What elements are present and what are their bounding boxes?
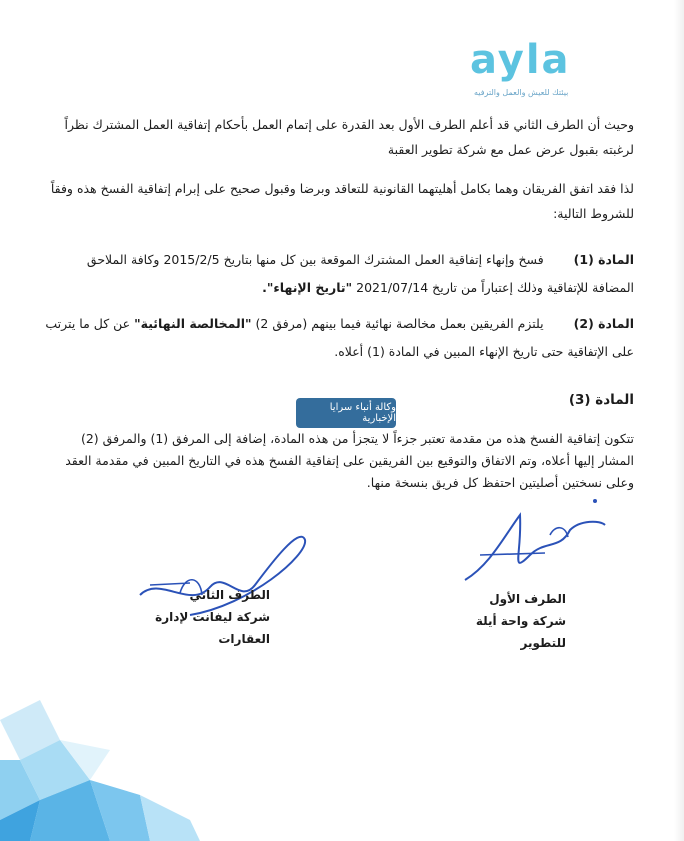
logo-tagline: بيئتك للعيش والعمل والترفيه	[474, 88, 569, 97]
decorative-pattern	[0, 700, 260, 841]
company-logo	[470, 38, 600, 108]
page-edge-shadow	[674, 0, 684, 841]
article-1-emphasis: "تاريخ الإنهاء".	[262, 280, 353, 295]
article-2	[44, 310, 634, 366]
first-party-company: شركة واحة أيلة للتطوير	[475, 614, 566, 650]
agreement-paragraph: لذا فقد اتفق الفريقان وهما بكامل أهليتهما القانونية للتعاقد وبرضا وقبول صحيح على إبرام إتفاقية الفسخ هذه وفقاً للشروط التالية:	[50, 181, 634, 221]
article-2-text-after: عن كل ما يترتب على الإتفاقية حتى تاريخ الإنهاء المبين في المادة (1) أعلاه.	[45, 316, 634, 359]
first-party-block	[436, 588, 566, 654]
intro-paragraph: وحيث أن الطرف الثاني قد أعلم الطرف الأول بعد القدرة على إتمام العمل بأحكام إتفاقية العمل المشترك نظراً لرغبته بقبول عرض عمل مع شركة تطوير العقبة	[64, 117, 634, 157]
second-party-block	[127, 584, 270, 650]
second-party-company: شركة ليفانت لإدارة العقارات	[155, 610, 270, 646]
logo-wordmark: ayla	[470, 37, 571, 83]
first-party-title: الطرف الأول	[489, 592, 566, 606]
article-1	[44, 246, 634, 302]
article-2-text-before: يلتزم الفريقين بعمل مخالصة نهائية فيما بينهم (مرفق 2)	[255, 316, 544, 331]
second-party-title: الطرف الثاني	[189, 588, 270, 602]
news-watermark: وكالة أنباء سرايا الإخبارية	[296, 398, 396, 428]
article-2-emphasis: "المخالصة النهائية"	[134, 316, 252, 331]
article-3-label: المادة (3)	[568, 392, 634, 408]
article-3-text: تتكون إتفاقية الفسخ هذه من مقدمة تعتبر جزءاً لا يتجزأ من هذه المادة، إضافة إلى المرفق (1) والمرفق (2) المشار إليها أعلاه، وتم الاتفاق والتوقيع بين الفريقين على إتفاقية الفسخ هذه في التاريخ المبين في مقدمة العقد وعلى نسختين أصليتين احتفظ كل فريق بنسخة منها.	[65, 431, 634, 490]
article-3	[44, 428, 634, 494]
article-2-label: المادة (2)	[573, 316, 634, 331]
article-1-text: فسخ وإنهاء إتفاقية العمل المشترك الموقعة بين كل منها بتاريخ 2015/2/5 وكافة الملاحق المضافة للإتفاقية وذلك إعتباراً من تاريخ 2021/07/14	[86, 252, 634, 295]
article-1-label: المادة (1)	[573, 252, 634, 267]
